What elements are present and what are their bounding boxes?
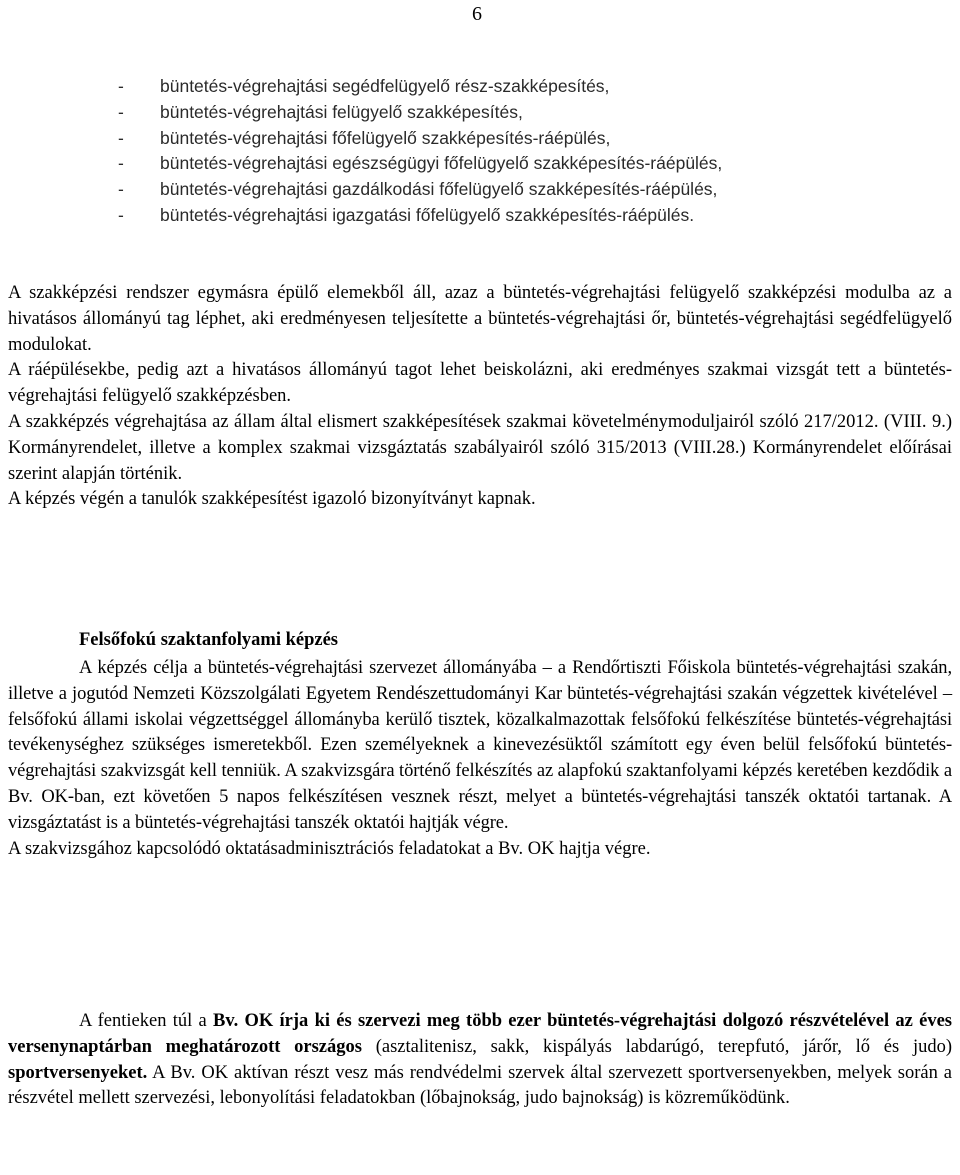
list-dash: - [118, 204, 124, 225]
paragraph: A képzés célja a büntetés-végrehajtási szervezet állományába – a Rendőrtiszti Főiskola büntetés-végrehajtási szakán, illetve a jogutód Nemzeti Közszolgálati Egyetem Rendészettudományi Kar büntetés-végrehajtási szakán végzettek kivételével – felsőfokú állami iskolai végzettséggel állományba kerülő tisztek, közalkalmazottak felsőfokú felkészítése büntetés-végrehajtási tevékenységhez szükséges ismeretekből. Ezen személyeknek a kinevezésüktől számított egy éven belül felsőfokú büntetés-végrehajtási szakvizsgát kell tenniük. A szakvizsgára történő felkészítés az alapfokú szaktanfolyami képzés keretében kezdődik a Bv. OK-ban, ezt követően 5 napos felkészítésen vesznek részt, melyet a büntetés-végrehajtási tanszék oktatói tartanak. A vizsgáztatást is a büntetés-végrehajtási tanszék oktatói hajtják végre. [8, 658, 952, 833]
list-item-text: büntetés-végrehajtási felügyelő szakképesítés, [160, 101, 523, 122]
list-dash: - [118, 153, 124, 174]
list-item-text: büntetés-végrehajtási igazgatási főfelügyelő szakképesítés-ráépülés. [160, 204, 695, 225]
qualification-list [118, 74, 722, 229]
text-run: A Bv. OK aktívan részt vesz más rendvédelmi szervek által szervezett sportversenyekben, melyek során a részvétel mellett szervezési, lebonyolítási feladatokban (lőbajnokság, judo bajnokság) is közreműködünk. [8, 1062, 952, 1109]
text-run: A fentieken túl a [79, 1011, 214, 1031]
paragraph: A szakképzés végrehajtása az állam által elismert szakképesítések szakmai követelménymoduljairól szóló 217/2012. (VIII. 9.) Kormányrendelet, illetve a komplex szakmai vizsgáztatás szabályairól szóló 315/2013 (VIII.28.) Kormányrendelet előírásai szerint alapján történik. [8, 411, 952, 484]
list-item-text: büntetés-végrehajtási gazdálkodási főfelügyelő szakképesítés-ráépülés, [160, 179, 718, 200]
training-system-section [8, 281, 952, 513]
text-run: (asztalitenisz, sakk, kispályás labdarúgó, terepfutó, járőr, lő és judo) [361, 1036, 953, 1057]
list-item-text: büntetés-végrehajtási segédfelügyelő rész-szakképesítés, [160, 76, 610, 96]
paragraph: A ráépülésekbe, pedig azt a hivatásos állományú tagot lehet beiskolázni, aki eredményes szakmai vizsgát tett a büntetés-végrehajtási felügyelő szakképzésben. [8, 360, 952, 407]
list-item [118, 74, 722, 100]
list-dash: - [118, 76, 124, 96]
higher-education-section [8, 656, 952, 862]
list-dash: - [118, 179, 124, 200]
bold-text-run: Bv. OK írja ki és szervezi meg több ezer büntetés-végrehajtási dolgozó részvételével az éves versenynaptárban meghatározott országos [8, 1011, 953, 1057]
list-item-text: büntetés-végrehajtási egészségügyi főfelügyelő szakképesítés-ráépülés, [160, 153, 723, 174]
sports-paragraph [8, 1009, 952, 1112]
sports-section [8, 1009, 952, 1112]
list-item [118, 203, 722, 229]
list-item [118, 151, 722, 177]
list-item-text: büntetés-végrehajtási főfelügyelő szakképesítés-ráépülés, [160, 127, 611, 148]
paragraph: A szakvizsgához kapcsolódó oktatásadminisztrációs feladatokat a Bv. OK hajtja végre. [8, 838, 651, 859]
section-heading: Felsőfokú szaktanfolyami képzés [79, 630, 338, 650]
page-number: 6 [472, 3, 482, 25]
list-item [118, 177, 722, 203]
list-item [118, 126, 722, 152]
list-dash: - [118, 101, 124, 122]
list-dash: - [118, 127, 124, 148]
paragraph: A szakképzési rendszer egymásra épülő elemekből áll, azaz a büntetés-végrehajtási felügyelő szakképzési modulba az a hivatásos állományú tag léphet, aki eredményesen teljesítette a büntetés-végrehajtási őr, büntetés-végrehajtási segédfelügyelő modulokat. [8, 283, 952, 355]
paragraph: A képzés végén a tanulók szakképesítést igazoló bizonyítványt kapnak. [8, 489, 536, 510]
bold-text-run: sportversenyeket. [8, 1062, 148, 1083]
list-item [118, 100, 722, 126]
